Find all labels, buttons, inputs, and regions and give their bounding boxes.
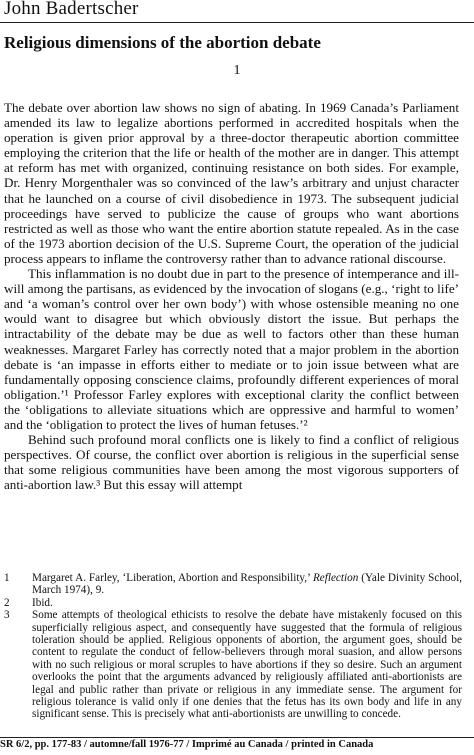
section-number: 1 [233, 63, 241, 78]
footnote-number: 1 [4, 572, 10, 584]
paragraph: This inflammation is no doubt due in part to the presence of intemperance and ill-will among the partisans, as evidenced by the invocation of slogans (e.g., ‘right to life’ and ‘a woman’s control over her own body’) with whose ostensible meaning no one would want to disagree but which obviously distort the issue. But perhaps the intractability of the debate may be due as well to factors other than these human weaknesses. Margaret Farley has correctly noted that a major problem in the abortion debate is ‘an impasse in efforts either to mediate or to join issue between what are fundamentally opposing conscience claims, profoundly different experiences of moral obligation.’¹ Professor Farley explores with exceptional clarity the conflict between the ‘obligations to alleviate situations which are oppressive and harmful to women’ and the ‘obligation to protect the lives of human fetuses.’² [4, 266, 459, 432]
footnote [4, 609, 462, 721]
footnote-number: 2 [4, 596, 10, 609]
body-text [4, 100, 459, 492]
footnote-number: 3 [4, 609, 10, 622]
footnote-text: Margaret A. Farley, ‘Liberation, Abortion and Responsibility,’ [32, 572, 313, 584]
footnote-italic-title: Reflection [312, 572, 359, 584]
footer-citation: SR 6/2, pp. 177-83 / automne/fall 1976-77 / Imprimé au Canada / printed in Canada [0, 739, 374, 750]
article-title: Religious dimensions of the abortion debate [4, 33, 321, 52]
footer-rule [0, 737, 474, 738]
footnote-text: (Yale Divinity School, March 1974), 9. [32, 572, 462, 597]
paragraph: The debate over abortion law shows no sign of abating. In 1969 Canada’s Parliament amended its law to legalize abortions performed in accredited hospitals when the operation is given prior approval by a three-doctor therapeutic abortion committee employing the criterion that the life or health of the mother are in danger. This attempt at reform has met with organized, continuing resistance on both sides. For example, Dr. Henry Morgenthaler was so convinced of the law’s arbitrary and unjust character that he launched on a course of civil disobedience in 1973. The subsequent judicial proceedings have served to publicize the cause of groups who want abortions restricted as well as those who want the entire abortion statute repealed. As in the case of the 1973 abortion decision of the U.S. Supreme Court, the operation of the judicial process appears to inflame the controversy rather than to advance rational discourse. [4, 100, 459, 266]
paragraph: Behind such profound moral conflicts one is likely to find a conflict of religious perspectives. Of course, the conflict over abortion is religious in the superficial sense that some religious communities have been among the most vigorous supporters of anti-abortion law.³ But this essay will attempt [4, 432, 459, 493]
footnote-text: Some attempts of theological ethicists to resolve the debate have mistakenly focused on this superficially religious aspect, and consequently have suggested that the formula of religious toleration should be applied. Religious opponents of abortion, the argument goes, should be content to regulate the conduct of fellow-believers through moral suasion, and allow persons with no such religious or moral scruples to have abortions if they so desire. Such an argument overlooks the point that the arguments advanced by religiously affiliated anti-abortionists are legal and public rather than private or religious in any immediate sense. The argument for religious tolerance is valid only if one denies that the fetus has its own body and life in any significant sense. This is precisely what anti-abortionists are unwilling to concede. [32, 609, 462, 721]
footnote [4, 572, 462, 597]
header-rule [0, 22, 474, 23]
footnotes [4, 572, 462, 721]
footnote [4, 597, 462, 609]
footnote-text: Ibid. [32, 596, 53, 609]
author-name: John Badertscher [4, 0, 139, 19]
